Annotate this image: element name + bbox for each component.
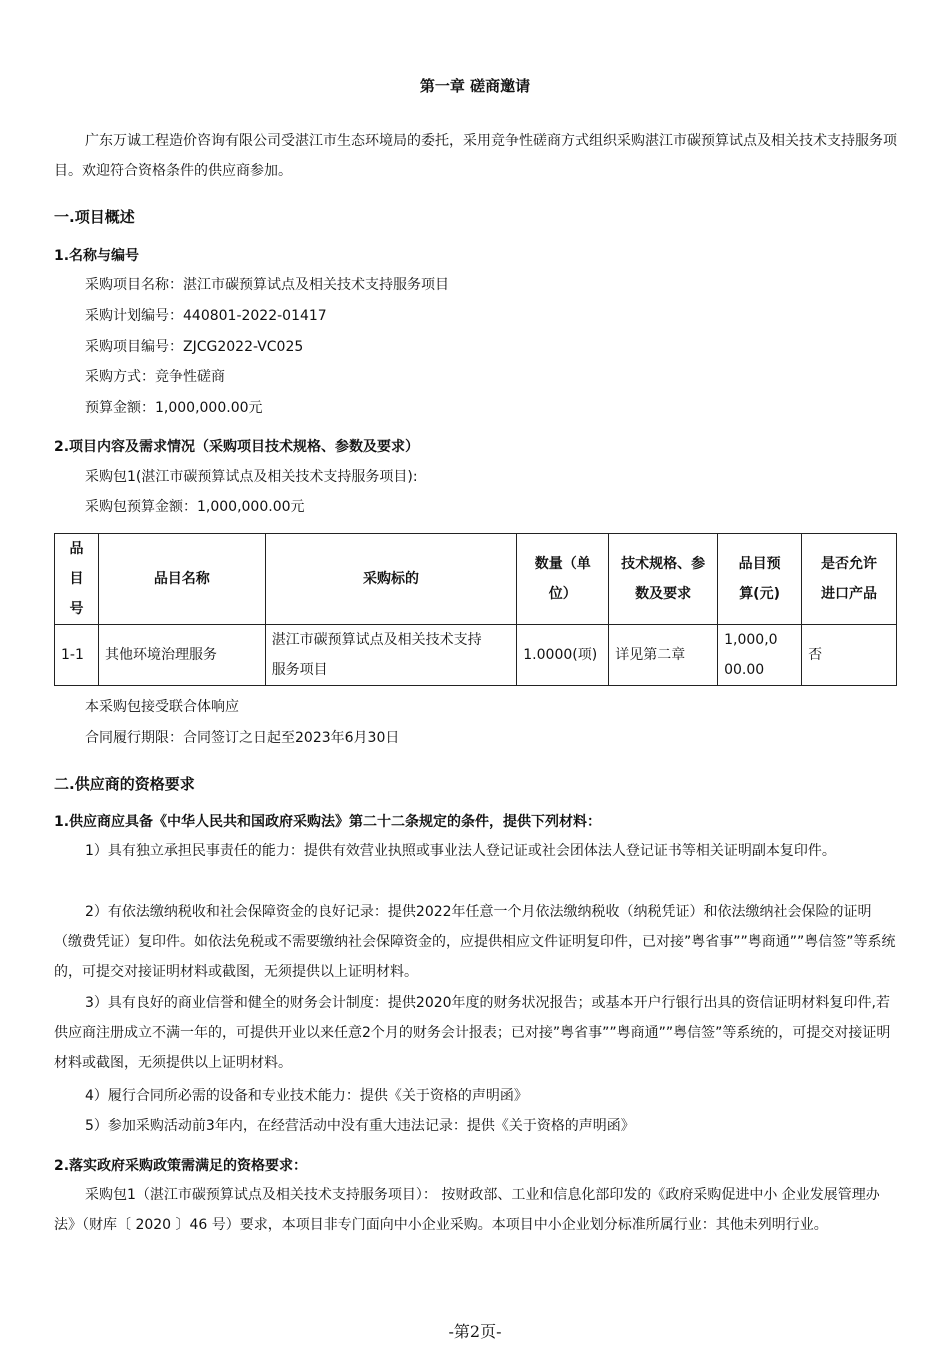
subheading-name-number: 1.名称与编号: [54, 248, 140, 264]
page-number: -第2页-: [448, 1322, 502, 1341]
cell-subject: 湛江市碳预算试点及相关技术支持 服务项目: [265, 625, 517, 686]
requirement-5: 5）参加采购活动前3年内，在经营活动中没有重大违法记录：提供《关于资格的声明函》: [85, 1118, 635, 1134]
table-row: [55, 625, 897, 686]
subheading-content-requirements: 2.项目内容及需求情况（采购项目技术规格、参数及要求）: [54, 439, 420, 455]
section-heading-qualification: 二.供应商的资格要求: [54, 775, 195, 793]
cell-import: 否: [802, 625, 897, 686]
package-line: 采购包1(湛江市碳预算试点及相关技术支持服务项目):: [85, 469, 418, 485]
header-cell: 是否允许 进口产品: [802, 534, 897, 625]
project-number-line: 采购项目编号：ZJCG2022-VC025: [85, 339, 304, 355]
header-cell: 品 目 号: [55, 534, 99, 625]
subheading-legal-conditions: 1.供应商应具备《中华人民共和国政府采购法》第二十二条规定的条件，提供下列材料：: [54, 814, 602, 830]
package-budget-line: 采购包预算金额：1,000,000.00元: [85, 499, 305, 515]
joint-response-line: 本采购包接受联合体响应: [85, 699, 239, 715]
cell-quantity: 1.0000(项): [517, 625, 609, 686]
project-name-line: 采购项目名称：湛江市碳预算试点及相关技术支持服务项目: [85, 277, 449, 293]
method-line: 采购方式：竞争性磋商: [85, 369, 225, 385]
header-cell: 品目名称: [98, 534, 265, 625]
chapter-title: 第一章 磋商邀请: [419, 77, 531, 95]
cell-item-no: 1-1: [55, 625, 99, 686]
contract-period-line: 合同履行期限：合同签订之日起至2023年6月30日: [85, 730, 400, 746]
section-heading-overview: 一.项目概述: [54, 208, 135, 226]
items-table: [54, 533, 897, 686]
cell-budget: 1,000,0 00.00: [718, 625, 802, 686]
cell-spec: 详见第二章: [609, 625, 718, 686]
policy-paragraph: 采购包1（湛江市碳预算试点及相关技术支持服务项目）： 按财政部、工业和信息化部印发的《政府采购促进中小 企业发展管理办法》（财库〔 2020 〕46 号）要求，本项目非专门面向中小企业采购。本项目中小企业划分标准所属行业：其他未列明行业。: [54, 1187, 880, 1233]
plan-number-line: 采购计划编号：440801-2022-01417: [85, 308, 327, 324]
header-cell: 采购标的: [265, 534, 517, 625]
requirement-2: 2）有依法缴纳税收和社会保障资金的良好记录：提供2022年任意一个月依法缴纳税收（纳税凭证）和依法缴纳社会保险的证明（缴费凭证）复印件。如依法免税或不需要缴纳社会保障资金的，应提供相应文件证明复印件，已对接”粤省事””粤商通””粤信签”等系统的，可提交对接证明材料或截图，无须提供以上证明材料。: [54, 904, 896, 980]
cell-item-name: 其他环境治理服务: [98, 625, 265, 686]
requirement-3: 3）具有良好的商业信誉和健全的财务会计制度：提供2020年度的财务状况报告；或基本开户行银行出具的资信证明材料复印件,若供应商注册成立不满一年的，可提供开业以来任意2个月的财务会计报表；已对接”粤省事””粤商通””粤信签”等系统的，可提交对接证明材料或截图，无须提供以上证明材料。: [54, 995, 891, 1071]
budget-line: 预算金额：1,000,000.00元: [85, 400, 263, 416]
header-cell: 技术规格、参 数及要求: [609, 534, 718, 625]
subheading-policy: 2.落实政府采购政策需满足的资格要求：: [54, 1158, 308, 1174]
header-cell: 品目预 算(元): [718, 534, 802, 625]
table-header-row: [55, 534, 897, 625]
requirement-4: 4）履行合同所必需的设备和专业技术能力：提供《关于资格的声明函》: [85, 1088, 528, 1104]
header-cell: 数量（单 位）: [517, 534, 609, 625]
requirement-1: 1）具有独立承担民事责任的能力：提供有效营业执照或事业法人登记证或社会团体法人登记证书等相关证明副本复印件。: [85, 843, 836, 859]
intro-paragraph: 广东万诚工程造价咨询有限公司受湛江市生态环境局的委托，采用竞争性磋商方式组织采购湛江市碳预算试点及相关技术支持服务项目。欢迎符合资格条件的供应商参加。: [54, 133, 897, 179]
